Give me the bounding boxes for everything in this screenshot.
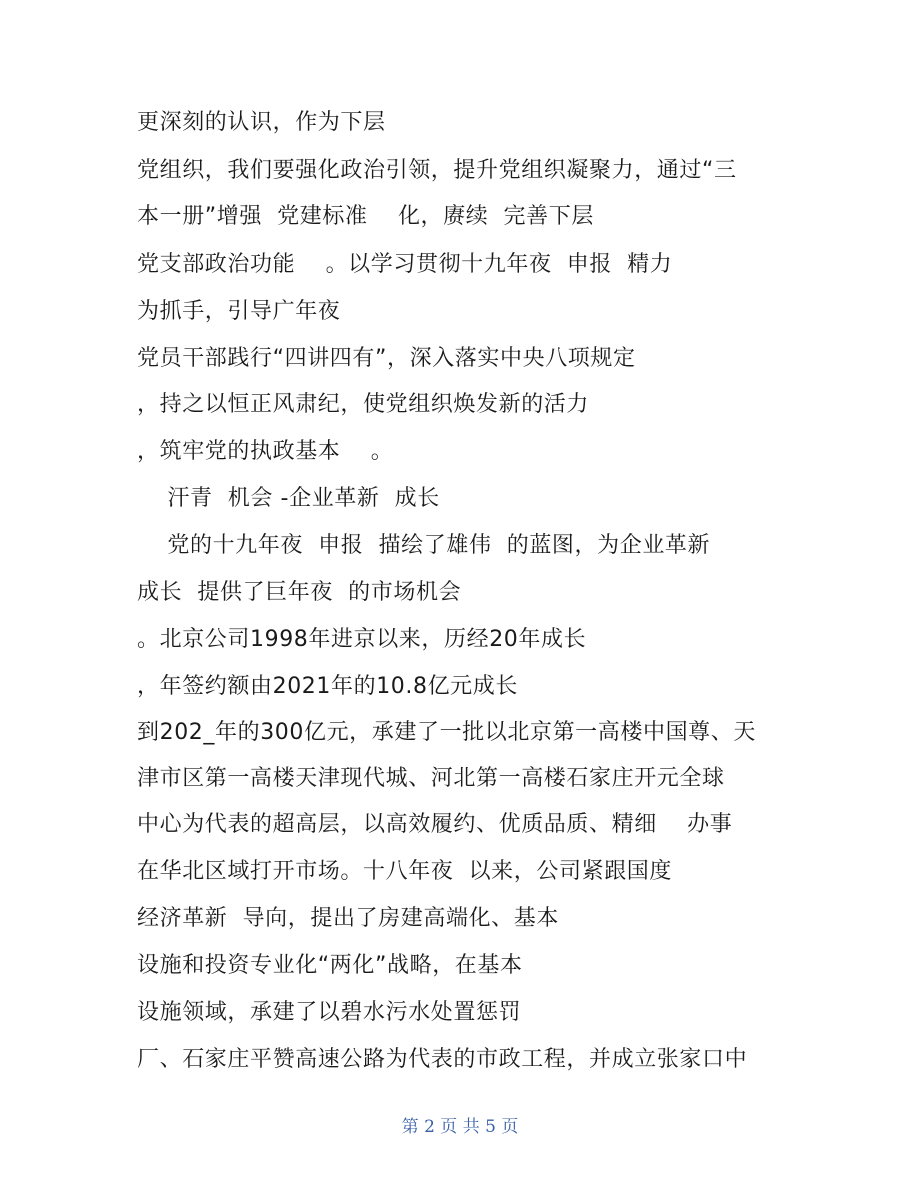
- text-line: 厂、石家庄平赞高速公路为代表的市政工程，并成立张家口中: [137, 1047, 748, 1072]
- text-line: 党支部政治功能 。以学习贯彻十九年夜 申报 精力: [137, 252, 673, 277]
- text-line: 党组织，我们要强化政治引领，提升党组织凝聚力，通过“三: [137, 158, 737, 183]
- page-number-footer: 第 2 页 共 5 页: [401, 1117, 519, 1137]
- text-line: 成长 提供了巨年夜 的市场机会: [137, 580, 462, 605]
- text-line: 为抓手，引导广年夜: [137, 299, 341, 324]
- text-line: 中心为代表的超高层，以高效履约、优质品质、精细 办事: [137, 812, 733, 837]
- text-line: 更深刻的认识，作为下层: [137, 110, 386, 135]
- text-line: 。北京公司1998年进京以来，历经20年成长: [137, 627, 587, 652]
- text-line: 设施和投资专业化“两化”战略，在基本: [137, 953, 523, 978]
- section-heading: 汗青 机会 -企业革新 成长: [137, 486, 440, 511]
- text-line: 党员干部践行“四讲四有”，深入落实中央八项规定: [137, 346, 636, 371]
- text-line: ，年签约额由2021年的10.8亿元成长: [137, 674, 518, 699]
- text-line: 党的十九年夜 申报 描绘了雄伟 的蓝图，为企业革新: [137, 533, 711, 558]
- text-line: 经济革新 导向，提出了房建高端化、基本: [137, 906, 559, 931]
- text-line: 到202_年的300亿元，承建了一批以北京第一高楼中国尊、天: [137, 720, 756, 745]
- text-line: 津市区第一高楼天津现代城、河北第一高楼石家庄开元全球: [137, 766, 725, 791]
- text-line: 设施领域，承建了以碧水污水处置惩罚: [137, 1000, 522, 1025]
- text-line: 本一册”增强 党建标准 化，赓续 完善下层: [137, 204, 594, 229]
- text-line: ，持之以恒正风肃纪，使党组织焕发新的活力: [137, 392, 590, 417]
- text-line: ，筑牢党的执政基本 。: [137, 439, 394, 464]
- text-line: 在华北区域打开市场。十八年夜 以来，公司紧跟国度: [137, 859, 672, 884]
